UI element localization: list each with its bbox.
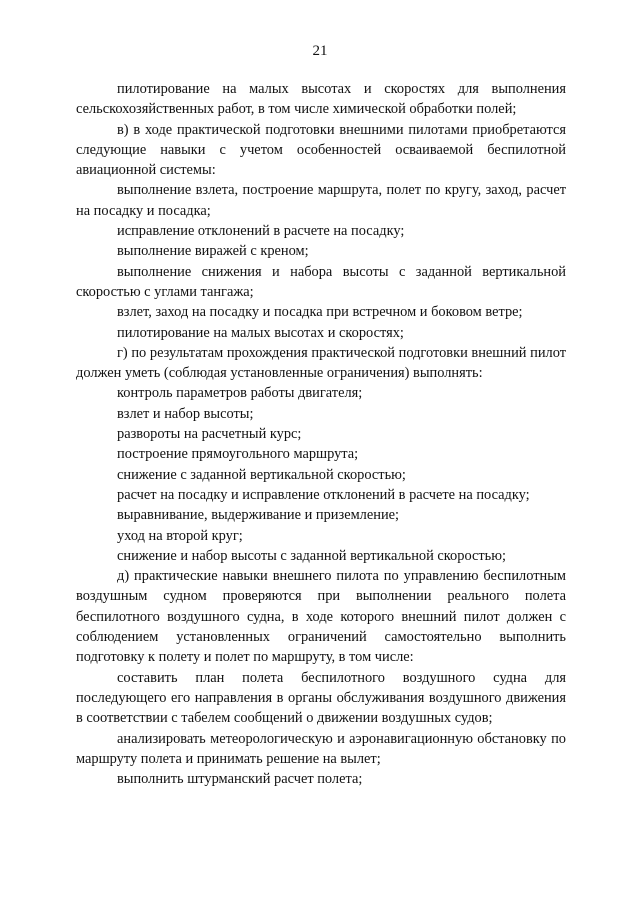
list-item: выполнить штурманский расчет полета; <box>117 771 363 788</box>
paragraph: г) по результатам прохождения практической подготовки внешний пилот должен уметь (соблюдая установленные ограничения) выполнять: <box>76 344 566 382</box>
list-item: взлет, заход на посадку и посадка при встречном и боковом ветре; <box>117 304 523 321</box>
list-item: выполнение взлета, построение маршрута, полет по кругу, заход, расчет на посадку и посадка; <box>76 182 566 219</box>
list-item: анализировать метеорологическую и аэронавигационную обстановку по маршруту полета и принимать решение на вылет; <box>76 730 566 767</box>
list-item: контроль параметров работы двигателя; <box>117 385 363 402</box>
document-body <box>76 79 566 789</box>
list-item: уход на второй круг; <box>117 527 243 544</box>
list-item: расчет на посадку и исправление отклонений в расчете на посадку; <box>117 486 530 503</box>
list-item: выравнивание, выдерживание и приземление; <box>117 507 400 524</box>
list-item: снижение и набор высоты с заданной вертикальной скоростью; <box>117 547 506 564</box>
list-item: снижение с заданной вертикальной скоростью; <box>117 466 406 483</box>
paragraph: пилотирование на малых высотах и скоростях для выполнения сельскохозяйственных работ, в том числе химической обработки полей; <box>76 81 566 118</box>
page-number: 21 <box>312 43 328 59</box>
list-item: взлет и набор высоты; <box>117 405 254 422</box>
list-item: построение прямоугольного маршрута; <box>117 446 359 463</box>
list-item: пилотирование на малых высотах и скоростях; <box>117 324 404 341</box>
list-item: выполнение виражей с креном; <box>117 243 309 260</box>
list-item: исправление отклонений в расчете на посадку; <box>117 223 405 240</box>
paragraph: в) в ходе практической подготовки внешними пилотами приобретаются следующие навыки с учетом особенностей осваиваемой беспилотной авиационной системы: <box>76 121 566 179</box>
list-item: развороты на расчетный курс; <box>117 426 302 443</box>
list-item: выполнение снижения и набора высоты с заданной вертикальной скоростью с углами тангажа; <box>76 263 566 300</box>
list-item: составить план полета беспилотного воздушного судна для последующего его направления в органы обслуживания воздушного движения в соответствии с табелем сообщений о движении воздушных судов; <box>76 669 566 727</box>
paragraph: д) практические навыки внешнего пилота по управлению беспилотным воздушным судном проверяются при выполнении реального полета беспилотного воздушного судна, в ходе которого внешний пилот должен с соблюдением установленных ограничений самостоятельно выполнить подготовку к полету и полет по маршруту, в том числе: <box>76 568 566 666</box>
